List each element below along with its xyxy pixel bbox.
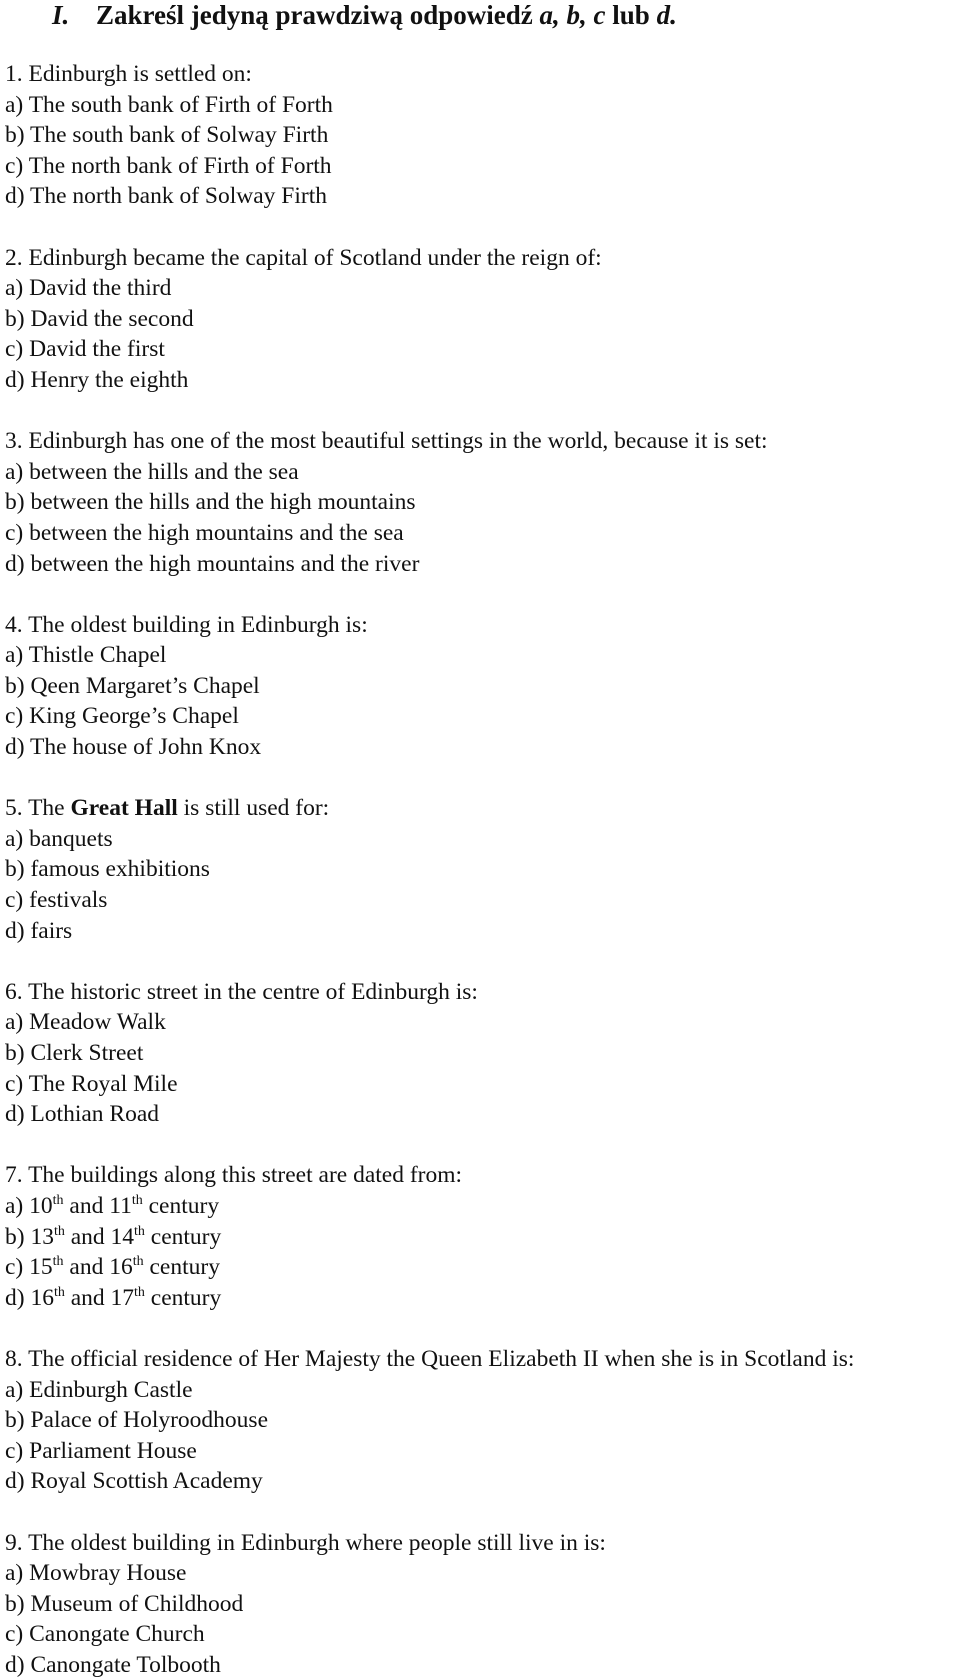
answer-option-c: c) The north bank of Firth of Forth	[5, 151, 955, 182]
question-stem: 9. The oldest building in Edinburgh where people still live in is:	[5, 1528, 955, 1559]
question-stem: 4. The oldest building in Edinburgh is:	[5, 610, 955, 641]
answer-option-d	[5, 1283, 955, 1314]
answer-option-c	[5, 1252, 955, 1283]
answer-option-d: d) Royal Scottish Academy	[5, 1466, 955, 1497]
answer-option-a: a) The south bank of Firth of Forth	[5, 90, 955, 121]
century-start: 15	[29, 1254, 53, 1280]
question-stem: 2. Edinburgh became the capital of Scotland under the reign of:	[5, 243, 955, 274]
question-stem: 6. The historic street in the centre of Edinburgh is:	[5, 977, 955, 1008]
answer-option-d: d) Henry the eighth	[5, 365, 955, 396]
and-word: and	[64, 1254, 110, 1280]
question-6	[5, 977, 955, 1130]
and-word: and	[65, 1285, 111, 1311]
answer-option-b: b) between the hills and the high mountains	[5, 487, 955, 518]
ordinal-suffix: th	[53, 1254, 64, 1269]
answer-option-b: b) Clerk Street	[5, 1038, 955, 1069]
question-stem: 3. Edinburgh has one of the most beautiful settings in the world, because it is set:	[5, 426, 955, 457]
option-letter: d)	[5, 1285, 30, 1311]
question-5	[5, 793, 955, 946]
century-word: century	[144, 1254, 220, 1280]
answer-option-c: c) Canongate Church	[5, 1619, 955, 1650]
question-1	[5, 59, 955, 212]
century-word: century	[145, 1285, 221, 1311]
answer-option-b: b) The south bank of Solway Firth	[5, 120, 955, 151]
question-9	[5, 1528, 955, 1680]
century-word: century	[143, 1193, 219, 1219]
ordinal-suffix: th	[134, 1224, 145, 1239]
answer-option-c: c) between the high mountains and the sea	[5, 518, 955, 549]
question-2	[5, 243, 955, 396]
ordinal-suffix: th	[53, 1193, 64, 1208]
answer-option-c: c) David the first	[5, 334, 955, 365]
century-start: 13	[30, 1224, 54, 1250]
answer-option-a: a) Thistle Chapel	[5, 640, 955, 671]
answer-option-b: b) Museum of Childhood	[5, 1589, 955, 1620]
answer-option-b: b) David the second	[5, 304, 955, 335]
answer-option-d: d) between the high mountains and the river	[5, 549, 955, 580]
ordinal-suffix: th	[133, 1254, 144, 1269]
heading-text: Zakreśl jedyną prawdziwą odpowiedź	[96, 0, 540, 30]
century-end: 16	[109, 1254, 133, 1280]
century-start: 10	[29, 1193, 53, 1219]
answer-option-c: c) Parliament House	[5, 1436, 955, 1467]
and-word: and	[64, 1193, 110, 1219]
answer-option-b: b) Qeen Margaret’s Chapel	[5, 671, 955, 702]
answer-option-c: c) The Royal Mile	[5, 1069, 955, 1100]
question-stem: 1. Edinburgh is settled on:	[5, 59, 955, 90]
answer-option-a: a) Edinburgh Castle	[5, 1375, 955, 1406]
ordinal-suffix: th	[54, 1224, 65, 1239]
stem-prefix: 5. The	[5, 795, 71, 821]
stem-bold-term: Great Hall	[71, 795, 178, 821]
answer-option-d: d) Lothian Road	[5, 1099, 955, 1130]
century-end: 14	[111, 1224, 135, 1250]
answer-option-d: d) fairs	[5, 916, 955, 947]
heading-options-letters: a, b, c	[540, 0, 606, 30]
answer-option-c: c) King George’s Chapel	[5, 701, 955, 732]
stem-suffix: is still used for:	[178, 795, 329, 821]
answer-option-a: a) Mowbray House	[5, 1558, 955, 1589]
answer-option-a: a) David the third	[5, 273, 955, 304]
answer-option-d: d) The house of John Knox	[5, 732, 955, 763]
answer-option-c: c) festivals	[5, 885, 955, 916]
century-word: century	[145, 1224, 221, 1250]
option-letter: c)	[5, 1254, 29, 1280]
answer-option-a: a) between the hills and the sea	[5, 457, 955, 488]
century-end: 17	[111, 1285, 135, 1311]
heading-text-or: lub	[606, 0, 657, 30]
ordinal-suffix: th	[54, 1285, 65, 1300]
ordinal-suffix: th	[134, 1285, 145, 1300]
question-stem	[5, 793, 955, 824]
question-3	[5, 426, 955, 579]
option-letter: b)	[5, 1224, 30, 1250]
question-8	[5, 1344, 955, 1497]
answer-option-b: b) famous exhibitions	[5, 854, 955, 885]
and-word: and	[65, 1224, 111, 1250]
answer-option-d: d) Canongate Tolbooth	[5, 1650, 955, 1680]
question-4	[5, 610, 955, 763]
century-end: 11	[109, 1193, 132, 1219]
document-page	[5, 0, 955, 1680]
section-number: I.	[5, 0, 96, 30]
answer-option-a	[5, 1191, 955, 1222]
question-stem: 8. The official residence of Her Majesty the Queen Elizabeth II when she is in Scotland is:	[5, 1344, 955, 1375]
century-start: 16	[30, 1285, 54, 1311]
ordinal-suffix: th	[132, 1193, 143, 1208]
question-7	[5, 1160, 955, 1313]
answer-option-d: d) The north bank of Solway Firth	[5, 181, 955, 212]
answer-option-b: b) Palace of Holyroodhouse	[5, 1405, 955, 1436]
answer-option-a: a) Meadow Walk	[5, 1007, 955, 1038]
section-heading	[5, 0, 955, 30]
heading-last-letter: d.	[657, 0, 677, 30]
answer-option-b	[5, 1222, 955, 1253]
question-stem: 7. The buildings along this street are dated from:	[5, 1160, 955, 1191]
answer-option-a: a) banquets	[5, 824, 955, 855]
option-letter: a)	[5, 1193, 29, 1219]
